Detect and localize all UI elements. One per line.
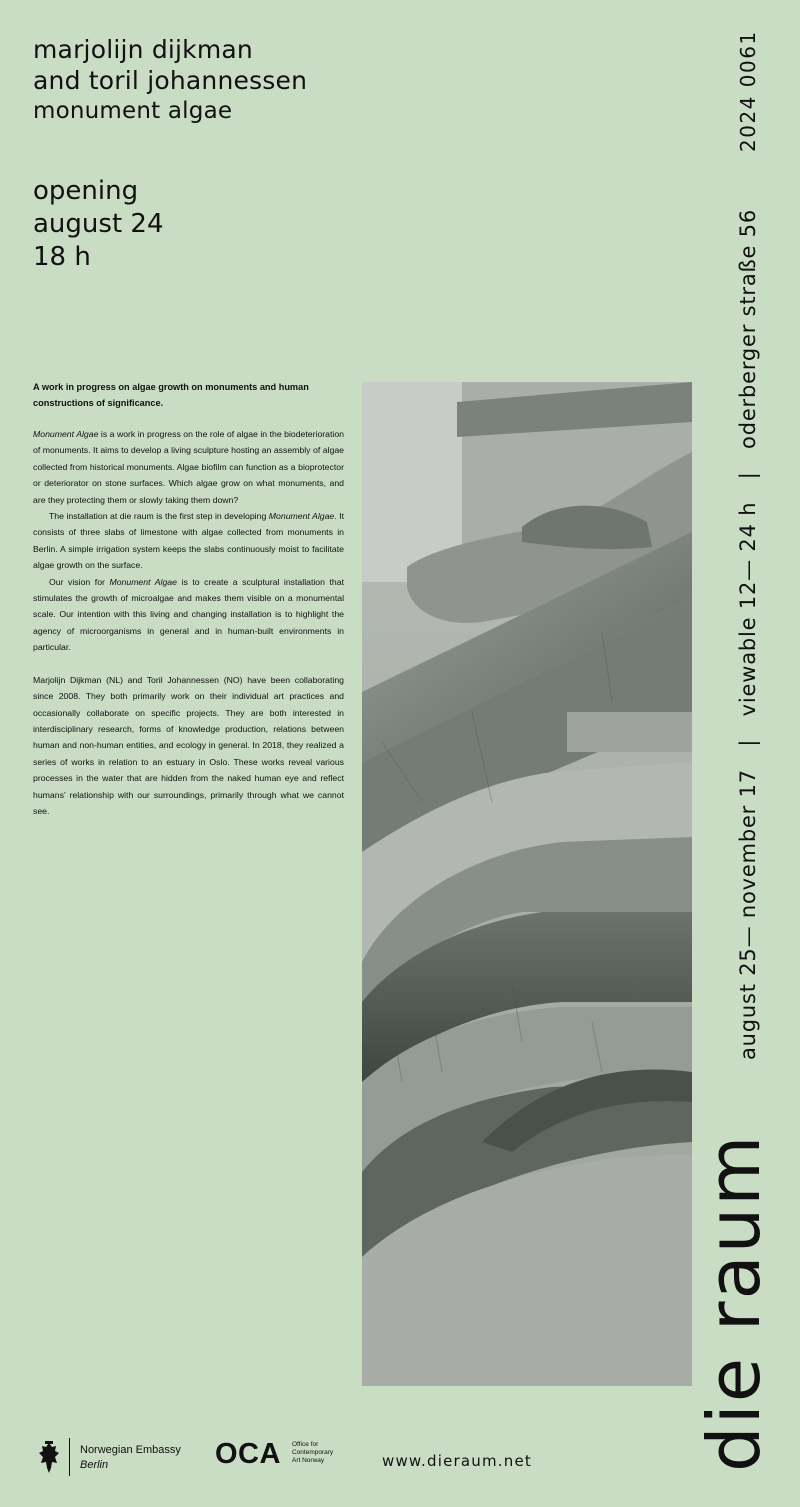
opening-time: 18 h: [33, 242, 91, 272]
oca-line-3: Art Norway: [292, 1457, 325, 1464]
opening-label: opening: [33, 176, 139, 206]
monument-photo-illustration: [362, 382, 692, 1386]
die-raum-logo: die raum: [692, 1133, 776, 1472]
embassy-label: [80, 1443, 181, 1473]
oca-logo: OCA: [215, 1438, 281, 1470]
p2-text-a: The installation at die raum is the first step in developing: [49, 511, 269, 522]
p1-text: is a work in progress on the role of algae in the biodeterioration of monuments. It aims to develop a living sculpture hosting an assembly of algae collected from historical monuments. Algae biofilm can function as a bioprotector or deteriorator on stone surfaces. Which algae grow on what monuments, and are they protecting them or slowly taking them down?: [33, 429, 345, 505]
paragraph-2: [33, 508, 344, 574]
monument-photo: [362, 382, 692, 1386]
opening-block: [33, 175, 163, 274]
norwegian-coat-of-arms-icon: [36, 1441, 62, 1475]
paragraph-1: [33, 426, 344, 508]
body-text: [33, 380, 344, 819]
footer-logos: [0, 1430, 700, 1490]
website-link[interactable]: www.dieraum.net: [382, 1452, 532, 1470]
opening-date: august 24: [33, 209, 164, 239]
p2-text-b: . It consists of three slabs of limestone with algae collected from monuments in Berlin. A simple irrigation system keeps the slabs continuously moist to facilitate algae growth on the surface.: [33, 511, 344, 571]
p1-title: Monument Algae: [33, 429, 99, 439]
paragraph-4: Marjolijn Dijkman (NL) and Toril Johannessen (NO) have been collaborating since 2008. They both primarily work on their individual art practices and occasionally collaborate on specific projects. They are both interested in interdisciplinary research, forms of knowledge production, relations between human and non-human entities, and ecology in general. In 2018, they realized a series of works in relation to an estuary in Oslo. These works reveal various processes in the water that are hidden from the naked human eye and reflect humans’ relationship with our surroundings, primarily through what we cannot see.: [33, 674, 344, 816]
footer-divider: [69, 1438, 70, 1476]
lead-paragraph: A work in progress on algae growth on monuments and human constructions of significance.: [33, 382, 309, 408]
p3-text-a: Our vision for: [49, 576, 110, 587]
dates-hours-address: august 25— november 17 | viewable 12— 24 h | oderberger straße 56: [736, 208, 760, 1060]
p3-text-b: is to create a sculptural installation that stimulates the growth of microalgae and makes them visible on a monumental scale. Our intention with this living and changing installation is to highlight the agency of microorganisms in general and in human-built environments in particular.: [33, 576, 344, 653]
catalog-number: 2024 0061: [736, 30, 760, 152]
paragraph-3: [33, 574, 344, 656]
embassy-city: Berlin: [80, 1459, 109, 1471]
embassy-name: Norwegian Embassy: [80, 1444, 181, 1456]
oca-line-2: Contemporary: [292, 1449, 334, 1456]
oca-label: [292, 1441, 352, 1465]
vertical-info: [720, 0, 780, 1075]
p2-title: Monument Algae: [268, 511, 335, 522]
p3-title: Monument Algae: [109, 576, 177, 587]
artist-line-1: marjolijn dijkman: [33, 35, 253, 64]
headline-block: [33, 34, 393, 127]
oca-line-1: Office for: [292, 1441, 319, 1448]
exhibition-title: monument algae: [33, 98, 233, 124]
artist-line-2: and toril johannessen: [33, 66, 308, 95]
